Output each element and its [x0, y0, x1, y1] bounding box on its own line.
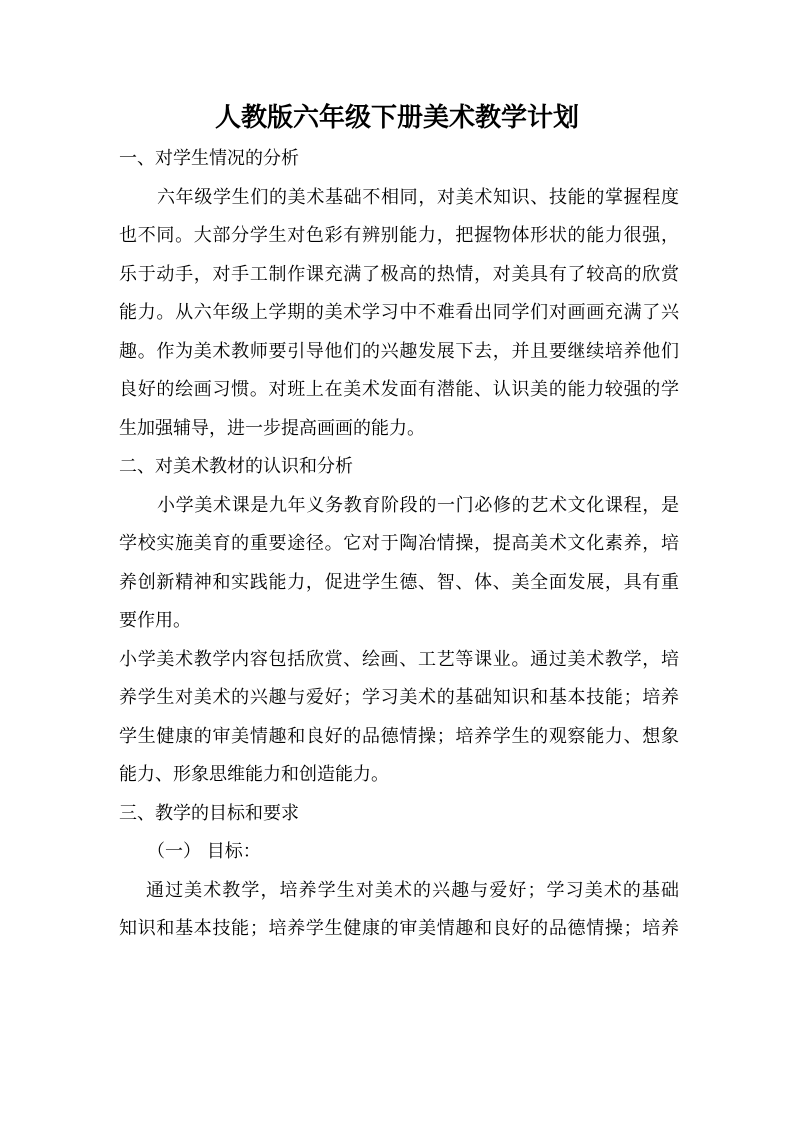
- paragraph-line: 能力、形象思维能力和创造能力。: [119, 764, 389, 785]
- paragraph-line: 养学生对美术的兴趣与爱好；学习美术的基础知识和基本技能；培养: [119, 687, 679, 708]
- paragraph-line: 能力。从六年级上学期的美术学习中不难看出同学们对画画充满了兴: [119, 302, 679, 323]
- section-heading-goals: 三、教学的目标和要求: [119, 802, 299, 824]
- paragraph-student-analysis: [119, 179, 679, 449]
- paragraph-line: 也不同。大部分学生对色彩有辨别能力，把握物体形状的能力很强，: [119, 225, 679, 246]
- paragraph-line: 学生健康的审美情趣和良好的品德情操；培养学生的观察能力、想象: [119, 725, 679, 747]
- document-title: 人教版六年级下册美术教学计划: [214, 103, 579, 133]
- paragraph-line: 通过美术教学，培养学生对美术的兴趣与爱好；学习美术的基础: [146, 879, 679, 901]
- document-body: [119, 140, 679, 949]
- paragraph-goals: [119, 872, 679, 949]
- paragraph-line: 良好的绘画习惯。对班上在美术发面有潜能、认识美的能力较强的学: [119, 379, 679, 400]
- section-heading-student-analysis: 一、对学生情况的分析: [119, 148, 299, 169]
- paragraph-line: 学校实施美育的重要途径。它对于陶冶情操，提高美术文化素养，培: [119, 533, 679, 554]
- paragraph-line: 要作用。: [119, 610, 191, 631]
- paragraph-textbook-analysis: [119, 487, 679, 641]
- paragraph-line: 乐于动手，对手工制作课充满了极高的热情，对美具有了较高的欣赏: [119, 263, 679, 285]
- paragraph-line: 生加强辅导，进一步提高画画的能力。: [119, 417, 425, 439]
- paragraph-line: 六年级学生们的美术基础不相同，对美术知识、技能的掌握程度: [157, 186, 679, 208]
- subheading-goals: （一） 目标：: [147, 841, 261, 862]
- section-heading-textbook-analysis: 二、对美术教材的认识和分析: [119, 456, 353, 477]
- paragraph-teaching-content: [119, 641, 679, 795]
- paragraph-line: 养创新精神和实践能力，促进学生德、智、体、美全面发展，具有重: [119, 571, 679, 593]
- paragraph-line: 小学美术课是九年义务教育阶段的一门必修的艺术文化课程，是: [157, 494, 679, 516]
- paragraph-line: 知识和基本技能；培养学生健康的审美情趣和良好的品德情操；培养: [119, 918, 679, 939]
- paragraph-line: 趣。作为美术教师要引导他们的兴趣发展下去，并且要继续培养他们: [119, 340, 679, 362]
- paragraph-line: 小学美术教学内容包括欣赏、绘画、工艺等课业。通过美术教学，培: [119, 648, 679, 670]
